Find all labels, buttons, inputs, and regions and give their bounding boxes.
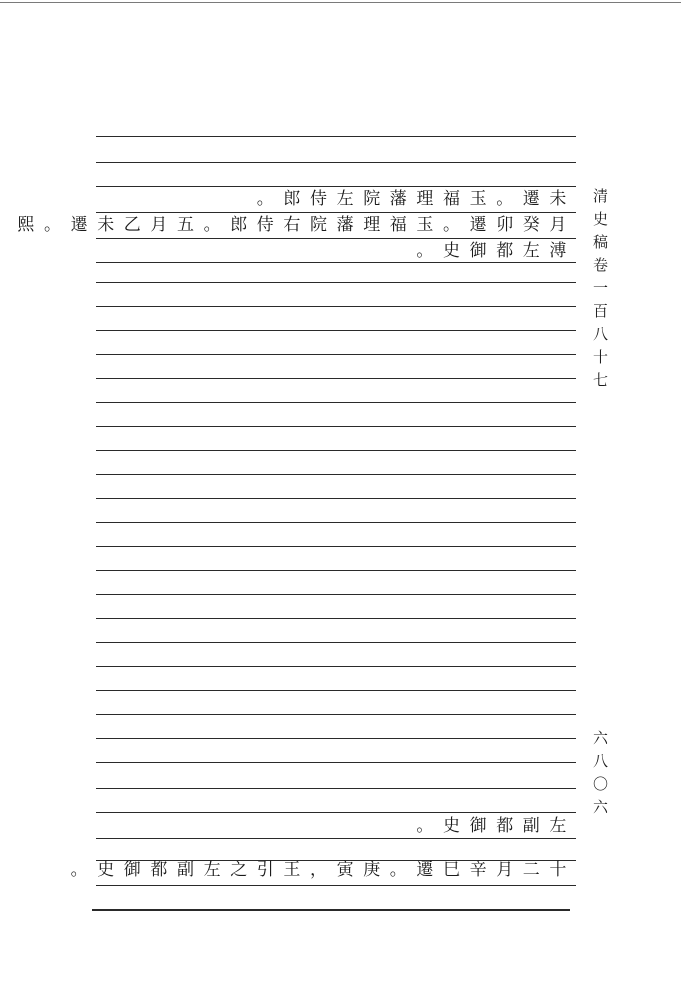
rule-line: [96, 642, 576, 643]
rule-line: [96, 498, 576, 499]
table-row-4: 。史御都副左: [416, 816, 576, 836]
rule-line: [96, 330, 576, 331]
top-border: [0, 2, 681, 3]
rule-line: [96, 885, 576, 886]
rule-line: [96, 522, 576, 523]
rule-line: [96, 306, 576, 307]
rule-line: [96, 354, 576, 355]
rule-line: [96, 474, 576, 475]
table-row-3: 。史御都左溥: [416, 241, 576, 261]
rule-line: [96, 378, 576, 379]
rule-line: [96, 714, 576, 715]
rule-line: [96, 594, 576, 595]
rule-line: [96, 282, 576, 283]
rule-line: [96, 788, 576, 789]
table-row-5: 。史御都副左之引王，寅庚。遷巳辛月二十: [70, 860, 576, 880]
rule-line: [96, 666, 576, 667]
bottom-rule: [92, 909, 570, 911]
rule-line: [96, 450, 576, 451]
rule-line: [96, 618, 576, 619]
rule-line: [96, 762, 576, 763]
rule-line: [96, 546, 576, 547]
table-row-1: 。郎侍左院藩理福玉。遷未: [256, 189, 576, 209]
page-number: 六八〇六: [591, 730, 609, 822]
rule-line: [96, 690, 576, 691]
rule-line: [96, 570, 576, 571]
rule-line: [96, 426, 576, 427]
table-row-2: 熙。遷未乙月五。郎侍右院藩理福玉。遷卯癸月: [17, 215, 576, 235]
running-head: 清史稿卷一百八十七: [591, 188, 609, 395]
rule-line: [96, 162, 576, 163]
rule-line: [96, 402, 576, 403]
rule-line: [96, 738, 576, 739]
rule-line: [96, 136, 576, 137]
